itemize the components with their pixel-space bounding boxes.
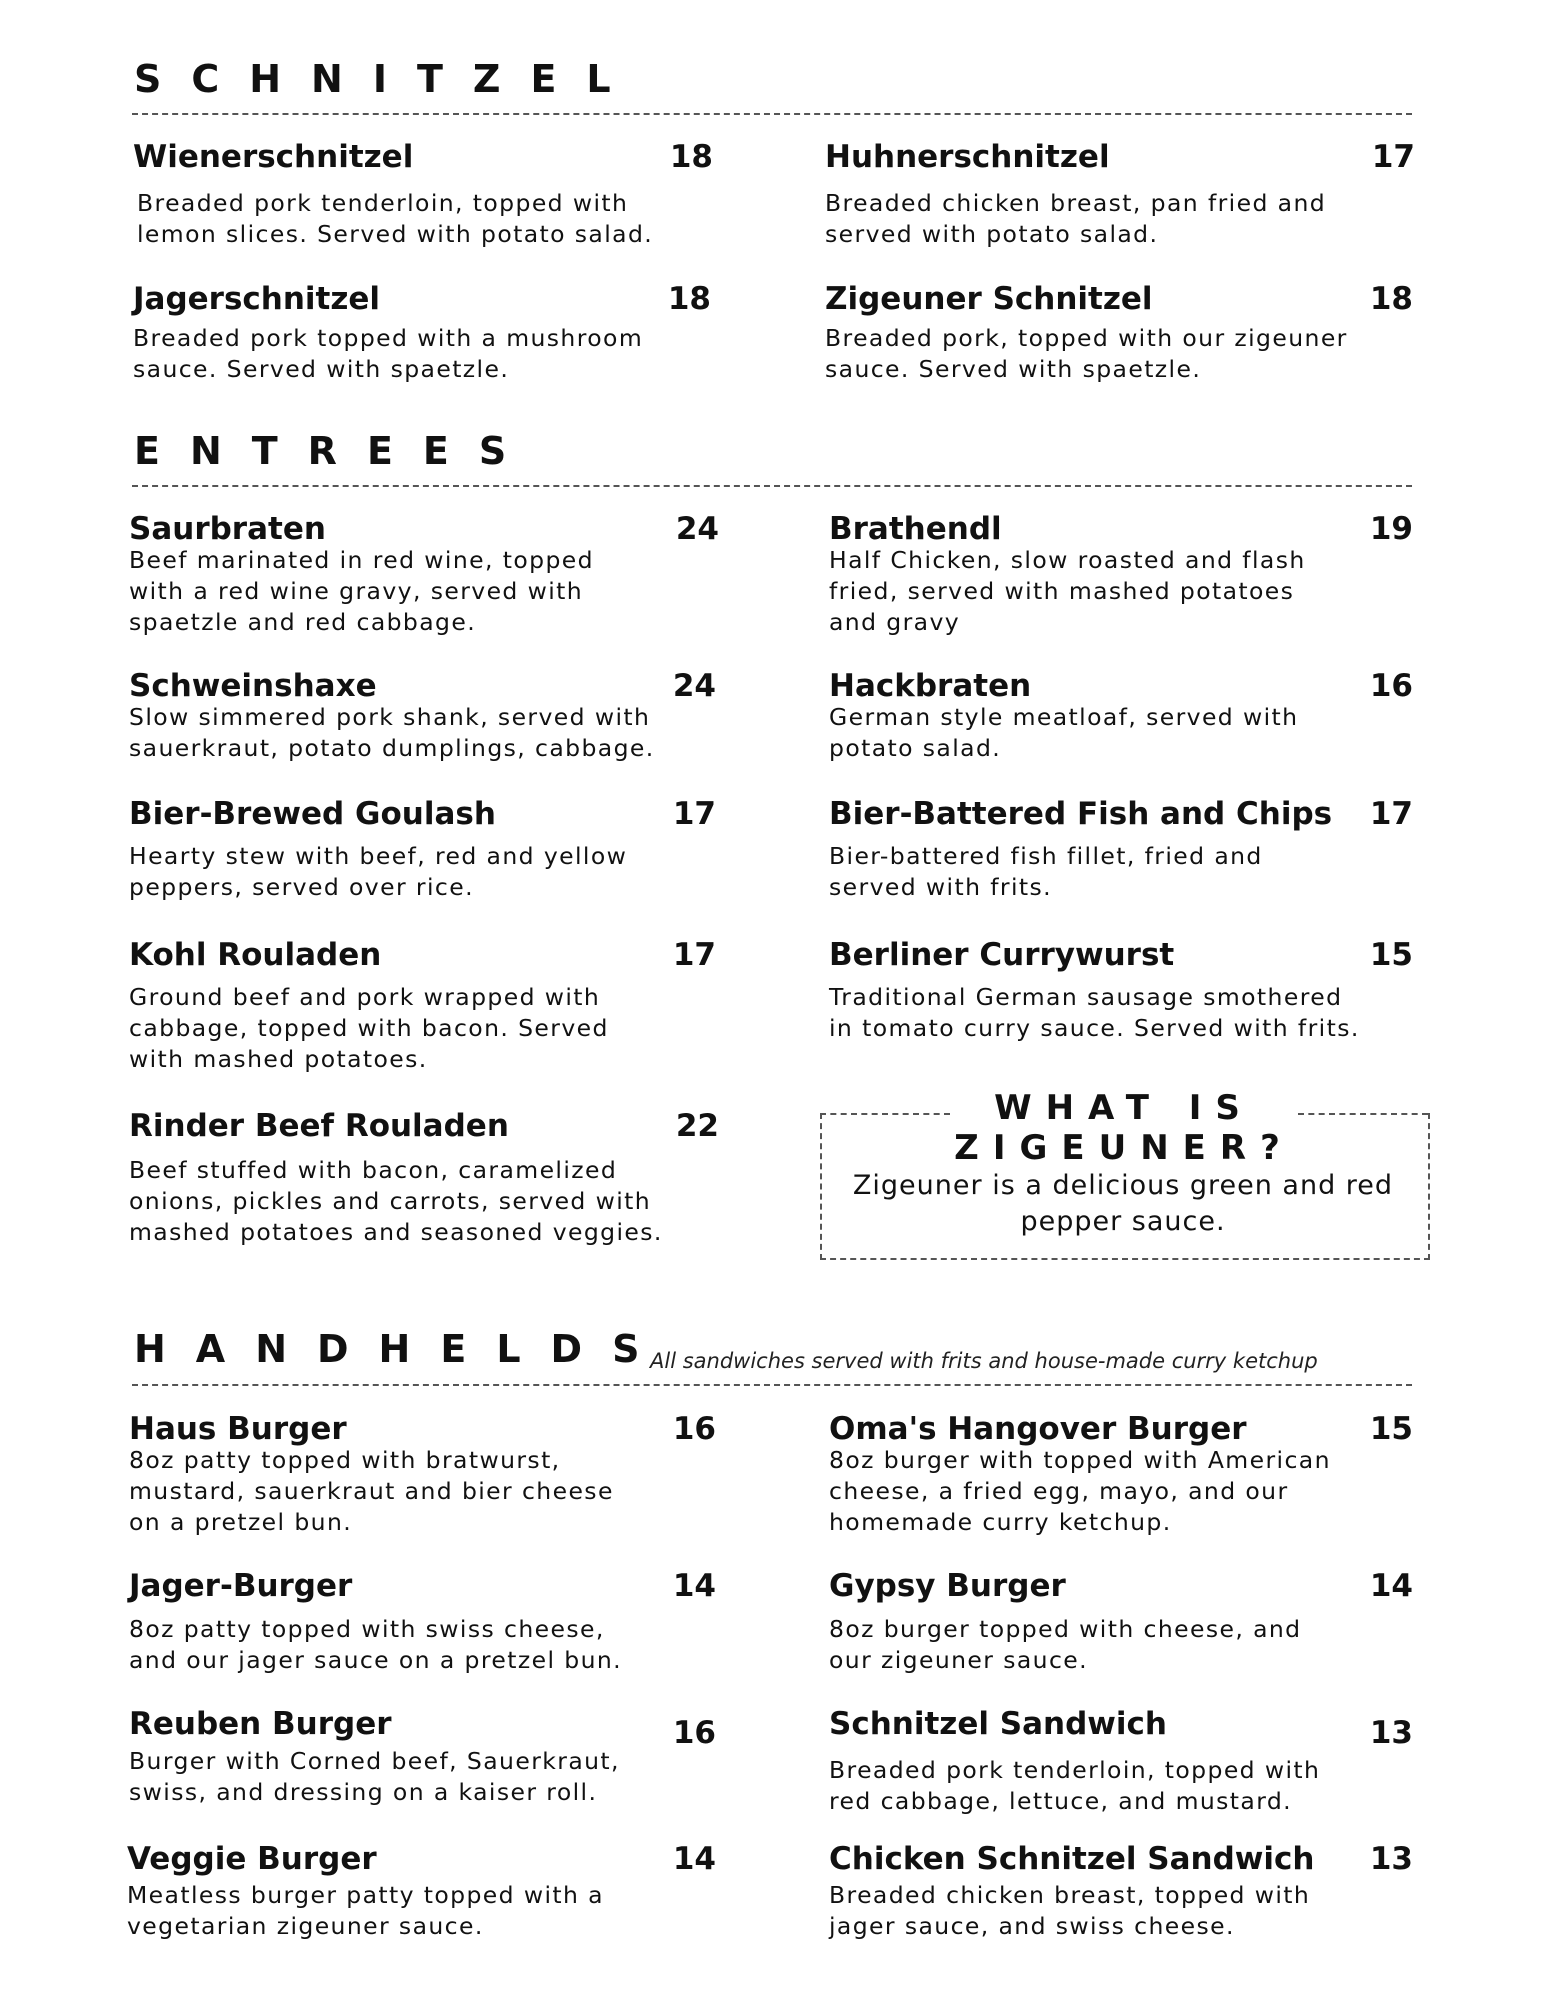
item-name: Veggie Burger <box>127 1841 377 1877</box>
item-price: 13 <box>1369 1715 1413 1751</box>
item-description: 8oz patty topped with swiss cheese, and our jager sauce on a pretzel bun. <box>129 1615 623 1674</box>
item-price: 17 <box>1371 139 1415 175</box>
item-name: Hackbraten <box>829 668 1032 704</box>
item-name: Bier-Brewed Goulash <box>129 796 496 832</box>
item-description: German style meatloaf, served with potato salad. <box>829 703 1299 762</box>
item-price: 24 <box>672 668 716 704</box>
callout-border <box>820 1113 950 1115</box>
item-name: Jager-Burger <box>129 1568 353 1604</box>
section-divider <box>132 1384 1412 1386</box>
item-price: 15 <box>1369 1411 1413 1447</box>
item-name: Reuben Burger <box>129 1706 392 1742</box>
callout-text: Zigeuner is a delicious green and red pepper sauce. <box>852 1170 1394 1237</box>
item-name: Brathendl <box>829 511 1002 547</box>
item-name: Chicken Schnitzel Sandwich <box>829 1841 1315 1877</box>
item-name: Gypsy Burger <box>829 1568 1066 1604</box>
item-description: Slow simmered pork shank, served with sauerkraut, potato dumplings, cabbage. <box>129 703 655 762</box>
item-description: Beef marinated in red wine, topped with a red wine gravy, served with spaetzle and red cabbage. <box>129 546 594 636</box>
item-description: Ground beef and pork wrapped with cabbage, topped with bacon. Served with mashed potatoes. <box>129 983 609 1073</box>
section-title-schnitzel: SCHNITZEL <box>134 57 641 101</box>
item-price: 14 <box>672 1841 716 1877</box>
item-name: Saurbraten <box>129 511 326 547</box>
item-price: 17 <box>672 937 716 973</box>
item-name: Kohl Rouladen <box>129 937 382 973</box>
item-price: 17 <box>672 796 716 832</box>
item-price: 16 <box>1369 668 1413 704</box>
section-title-handhelds: HANDHELDS <box>134 1327 670 1371</box>
item-price: 14 <box>672 1568 716 1604</box>
item-price: 19 <box>1369 511 1413 547</box>
item-price: 13 <box>1369 1841 1413 1877</box>
item-description: Breaded chicken breast, pan fried and served with potato salad. <box>825 189 1327 248</box>
item-name: Bier-Battered Fish and Chips <box>829 796 1333 832</box>
item-description: 8oz burger with topped with American cheese, a fried egg, mayo, and our homemade curry ketchup. <box>829 1446 1331 1536</box>
item-price: 24 <box>675 511 719 547</box>
callout-title: WHAT IS ZIGEUNER? <box>954 1088 1294 1168</box>
item-name: Jagerschnitzel <box>133 281 381 317</box>
item-price: 16 <box>672 1411 716 1447</box>
item-description: 8oz burger topped with cheese, and our zigeuner sauce. <box>829 1615 1302 1674</box>
item-price: 18 <box>1369 281 1413 317</box>
item-price: 22 <box>675 1108 719 1144</box>
item-name: Haus Burger <box>129 1411 347 1447</box>
item-description: Breaded pork topped with a mushroom sauce. Served with spaetzle. <box>133 324 644 383</box>
item-name: Zigeuner Schnitzel <box>825 281 1153 317</box>
item-price: 17 <box>1369 796 1413 832</box>
section-note: All sandwiches served with frits and house-made curry ketchup <box>650 1349 1318 1373</box>
item-price: 16 <box>672 1715 716 1751</box>
item-description: Bier-battered fish fillet, fried and served with frits. <box>829 842 1263 901</box>
item-description: Beef stuffed with bacon, caramelized onions, pickles and carrots, served with mashed potatoes and seasoned veggies. <box>129 1156 663 1246</box>
item-name: Oma's Hangover Burger <box>829 1411 1247 1447</box>
section-divider <box>132 113 1412 115</box>
item-description: Breaded chicken breast, topped with jager sauce, and swiss cheese. <box>829 1881 1311 1940</box>
item-name: Rinder Beef Rouladen <box>129 1108 509 1144</box>
item-name: Schweinshaxe <box>129 668 377 704</box>
item-description: Breaded pork tenderloin, topped with lemon slices. Served with potato salad. <box>137 189 654 248</box>
item-description: Meatless burger patty topped with a vegetarian zigeuner sauce. <box>127 1881 604 1940</box>
item-price: 15 <box>1369 937 1413 973</box>
item-name: Wienerschnitzel <box>133 139 414 175</box>
callout-border <box>1298 1113 1428 1115</box>
item-name: Schnitzel Sandwich <box>829 1706 1167 1742</box>
item-description: Breaded pork tenderloin, topped with red cabbage, lettuce, and mustard. <box>829 1756 1321 1815</box>
item-price: 18 <box>667 281 711 317</box>
item-description: Breaded pork, topped with our zigeuner sauce. Served with spaetzle. <box>825 324 1348 383</box>
item-name: Huhnerschnitzel <box>825 139 1110 175</box>
item-name: Berliner Currywurst <box>829 937 1175 973</box>
item-description: Burger with Corned beef, Sauerkraut, swiss, and dressing on a kaiser roll. <box>129 1747 620 1806</box>
item-description: 8oz patty topped with bratwurst, mustard, sauerkraut and bier cheese on a pretzel bun. <box>129 1446 614 1536</box>
item-description: Traditional German sausage smothered in tomato curry sauce. Served with frits. <box>829 983 1360 1042</box>
item-description: Hearty stew with beef, red and yellow peppers, served over rice. <box>129 842 628 901</box>
item-description: Half Chicken, slow roasted and flash fried, served with mashed potatoes and gravy <box>829 546 1306 636</box>
section-title-entrees: ENTREES <box>134 429 537 473</box>
item-price: 18 <box>669 139 713 175</box>
item-price: 14 <box>1369 1568 1413 1604</box>
section-divider <box>132 485 1412 487</box>
